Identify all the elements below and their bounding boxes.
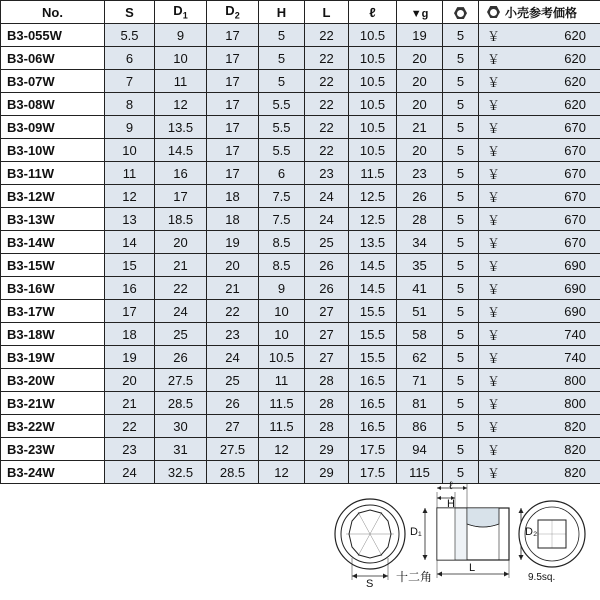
price-value: 740: [564, 326, 586, 342]
price-value: 690: [564, 303, 586, 319]
price-value: 620: [564, 27, 586, 43]
cell-ell: 14.5: [349, 254, 397, 277]
col-header-ell: ℓ: [349, 1, 397, 24]
cell-d2: 26: [207, 392, 259, 415]
cell-weight: 23: [397, 162, 443, 185]
cell-ell: 16.5: [349, 392, 397, 415]
cell-model: B3-20W: [1, 369, 105, 392]
price-value: 820: [564, 441, 586, 457]
cell-d2: 27.5: [207, 438, 259, 461]
price-currency: ￥: [487, 396, 501, 412]
cell-l: 22: [305, 24, 349, 47]
cell-price: [479, 392, 600, 415]
cell-s: 10: [105, 139, 155, 162]
price-currency: ￥: [487, 28, 501, 44]
cell-h: 5.5: [259, 116, 305, 139]
cell-s: 17: [105, 300, 155, 323]
cell-nut: 5: [443, 47, 479, 70]
cell-h: 10: [259, 323, 305, 346]
cell-nut: 5: [443, 162, 479, 185]
cell-nut: 5: [443, 277, 479, 300]
cell-d1: 16: [155, 162, 207, 185]
cell-l: 29: [305, 438, 349, 461]
cell-s: 11: [105, 162, 155, 185]
cell-d1: 9: [155, 24, 207, 47]
price-value: 620: [564, 96, 586, 112]
cell-nut: 5: [443, 254, 479, 277]
cell-weight: 26: [397, 185, 443, 208]
col-header-price: [479, 1, 600, 24]
cell-d2: 24: [207, 346, 259, 369]
label-D1: D₁: [410, 526, 422, 538]
cell-nut: 5: [443, 70, 479, 93]
cell-price: [479, 139, 600, 162]
cell-model: B3-08W: [1, 93, 105, 116]
cell-ell: 16.5: [349, 415, 397, 438]
cell-weight: 20: [397, 47, 443, 70]
cell-d1: 17: [155, 185, 207, 208]
price-value: 800: [564, 395, 586, 411]
label-S: S: [366, 578, 374, 590]
cell-price: [479, 254, 600, 277]
table-row: [1, 254, 600, 277]
cell-ell: 10.5: [349, 139, 397, 162]
label-D2: D₂: [525, 526, 538, 538]
cell-l: 27: [305, 300, 349, 323]
price-currency: ￥: [487, 419, 501, 435]
price-currency: ￥: [487, 327, 501, 343]
col-header-weight: ▼g: [397, 1, 443, 24]
cell-model: B3-12W: [1, 185, 105, 208]
cell-nut: 5: [443, 139, 479, 162]
cell-h: 11.5: [259, 392, 305, 415]
table-row: [1, 277, 600, 300]
cell-ell: 10.5: [349, 70, 397, 93]
cell-l: 29: [305, 461, 349, 484]
price-currency: ￥: [487, 74, 501, 90]
table-row: [1, 369, 600, 392]
cell-model: B3-13W: [1, 208, 105, 231]
cell-d1: 12: [155, 93, 207, 116]
cell-weight: 81: [397, 392, 443, 415]
table-row: [1, 392, 600, 415]
cell-d2: 21: [207, 277, 259, 300]
price-value: 690: [564, 280, 586, 296]
price-currency: ￥: [487, 212, 501, 228]
cell-h: 8.5: [259, 231, 305, 254]
cell-d2: 17: [207, 24, 259, 47]
cell-model: B3-24W: [1, 461, 105, 484]
table-row: [1, 162, 600, 185]
cell-weight: 34: [397, 231, 443, 254]
cell-weight: 51: [397, 300, 443, 323]
cell-l: 27: [305, 346, 349, 369]
cell-l: 22: [305, 70, 349, 93]
cell-d1: 14.5: [155, 139, 207, 162]
cell-d2: 18: [207, 208, 259, 231]
cell-d2: 17: [207, 139, 259, 162]
cell-ell: 12.5: [349, 185, 397, 208]
hex-nut-icon: [454, 7, 467, 19]
col-header-s: S: [105, 1, 155, 24]
price-currency: ￥: [487, 189, 501, 205]
cell-nut: 5: [443, 461, 479, 484]
product-diagram: [0, 480, 600, 592]
cell-s: 12: [105, 185, 155, 208]
col-header-l: L: [305, 1, 349, 24]
price-currency: ￥: [487, 465, 501, 481]
price-value: 670: [564, 234, 586, 250]
cell-d2: 28.5: [207, 461, 259, 484]
cell-d2: 19: [207, 231, 259, 254]
cell-price: [479, 461, 600, 484]
cell-h: 5.5: [259, 93, 305, 116]
cell-weight: 115: [397, 461, 443, 484]
table-row: [1, 47, 600, 70]
cell-nut: 5: [443, 369, 479, 392]
cell-s: 9: [105, 116, 155, 139]
label-L: L: [469, 562, 476, 574]
cell-model: B3-055W: [1, 24, 105, 47]
cell-l: 22: [305, 47, 349, 70]
cell-model: B3-23W: [1, 438, 105, 461]
cell-weight: 21: [397, 116, 443, 139]
price-value: 620: [564, 50, 586, 66]
col-header-no: No.: [1, 1, 105, 24]
cell-d2: 25: [207, 369, 259, 392]
price-value: 820: [564, 464, 586, 480]
diagram-drawing: [0, 484, 600, 592]
cell-s: 18: [105, 323, 155, 346]
cell-price: [479, 70, 600, 93]
cell-model: B3-18W: [1, 323, 105, 346]
table-row: [1, 116, 600, 139]
cell-d1: 28.5: [155, 392, 207, 415]
cell-s: 15: [105, 254, 155, 277]
table-body: [1, 24, 600, 484]
hex-nut-icon-price: [487, 6, 500, 18]
price-currency: ￥: [487, 51, 501, 67]
price-value: 620: [564, 73, 586, 89]
cell-l: 22: [305, 116, 349, 139]
cell-h: 10.5: [259, 346, 305, 369]
cell-h: 7.5: [259, 208, 305, 231]
cell-d1: 21: [155, 254, 207, 277]
cell-h: 8.5: [259, 254, 305, 277]
cell-price: [479, 369, 600, 392]
cell-d1: 26: [155, 346, 207, 369]
cell-price: [479, 323, 600, 346]
cell-price: [479, 162, 600, 185]
cell-ell: 10.5: [349, 24, 397, 47]
cell-d1: 11: [155, 70, 207, 93]
cell-price: [479, 346, 600, 369]
cell-weight: 41: [397, 277, 443, 300]
cell-nut: 5: [443, 300, 479, 323]
cell-nut: 5: [443, 185, 479, 208]
col-header-d1-sub: 1: [182, 10, 188, 21]
cell-weight: 20: [397, 139, 443, 162]
cell-l: 23: [305, 162, 349, 185]
cell-s: 22: [105, 415, 155, 438]
price-value: 670: [564, 119, 586, 135]
price-value: 740: [564, 349, 586, 365]
label-drive-size: 9.5sq.: [528, 572, 556, 583]
cell-nut: 5: [443, 392, 479, 415]
table-row: [1, 461, 600, 484]
cell-s: 5.5: [105, 24, 155, 47]
cell-ell: 10.5: [349, 47, 397, 70]
table-row: [1, 438, 600, 461]
cell-d1: 24: [155, 300, 207, 323]
cell-d2: 20: [207, 254, 259, 277]
cell-h: 10: [259, 300, 305, 323]
price-currency: ￥: [487, 442, 501, 458]
cell-d1: 20: [155, 231, 207, 254]
cell-s: 13: [105, 208, 155, 231]
cell-d2: 17: [207, 70, 259, 93]
cell-model: B3-19W: [1, 346, 105, 369]
cell-h: 12: [259, 438, 305, 461]
cell-nut: 5: [443, 231, 479, 254]
cell-s: 23: [105, 438, 155, 461]
price-currency: ￥: [487, 235, 501, 251]
price-currency: ￥: [487, 97, 501, 113]
cell-s: 16: [105, 277, 155, 300]
cell-s: 6: [105, 47, 155, 70]
cell-d2: 23: [207, 323, 259, 346]
cell-h: 9: [259, 277, 305, 300]
cell-l: 28: [305, 392, 349, 415]
cell-l: 27: [305, 323, 349, 346]
price-currency: ￥: [487, 281, 501, 297]
cell-d2: 22: [207, 300, 259, 323]
label-h: H: [447, 498, 455, 510]
cell-d1: 27.5: [155, 369, 207, 392]
cell-ell: 15.5: [349, 346, 397, 369]
price-value: 690: [564, 257, 586, 273]
col-header-d2: $D_2$: [207, 1, 259, 24]
cell-l: 22: [305, 93, 349, 116]
price-value: 670: [564, 142, 586, 158]
cell-nut: 5: [443, 346, 479, 369]
cell-model: B3-10W: [1, 139, 105, 162]
price-currency: ￥: [487, 350, 501, 366]
cell-price: [479, 208, 600, 231]
cell-h: 7.5: [259, 185, 305, 208]
table-row: [1, 70, 600, 93]
table-row: [1, 231, 600, 254]
cell-d2: 17: [207, 162, 259, 185]
cell-d1: 31: [155, 438, 207, 461]
col-header-d2-sub: 2: [234, 10, 240, 21]
cell-model: B3-14W: [1, 231, 105, 254]
cell-nut: 5: [443, 208, 479, 231]
cell-h: 12: [259, 461, 305, 484]
table-row: [1, 415, 600, 438]
cell-h: 6: [259, 162, 305, 185]
cell-weight: 86: [397, 415, 443, 438]
table-header: [1, 1, 600, 24]
cell-ell: 15.5: [349, 323, 397, 346]
price-currency: ￥: [487, 304, 501, 320]
cell-ell: 10.5: [349, 116, 397, 139]
cell-price: [479, 300, 600, 323]
cell-ell: 14.5: [349, 277, 397, 300]
price-currency: ￥: [487, 166, 501, 182]
cell-d2: 17: [207, 116, 259, 139]
table-row: [1, 346, 600, 369]
cell-d2: 17: [207, 93, 259, 116]
cell-nut: 5: [443, 24, 479, 47]
table-row: [1, 208, 600, 231]
cell-weight: 20: [397, 70, 443, 93]
table-row: [1, 185, 600, 208]
cell-h: 5: [259, 24, 305, 47]
table-header-row: [1, 1, 600, 24]
cell-d1: 18.5: [155, 208, 207, 231]
cell-d2: 27: [207, 415, 259, 438]
cell-price: [479, 438, 600, 461]
cell-d1: 25: [155, 323, 207, 346]
cell-weight: 35: [397, 254, 443, 277]
cell-ell: 10.5: [349, 93, 397, 116]
cell-d1: 30: [155, 415, 207, 438]
col-header-nut-icon: [443, 1, 479, 24]
cell-s: 7: [105, 70, 155, 93]
cell-h: 5: [259, 70, 305, 93]
cell-model: B3-17W: [1, 300, 105, 323]
price-value: 800: [564, 372, 586, 388]
cell-ell: 17.5: [349, 461, 397, 484]
cell-price: [479, 116, 600, 139]
cell-d1: 32.5: [155, 461, 207, 484]
cell-model: B3-11W: [1, 162, 105, 185]
cell-ell: 13.5: [349, 231, 397, 254]
label-twelve-point: 十二角: [396, 570, 433, 584]
cell-nut: 5: [443, 323, 479, 346]
cell-l: 25: [305, 231, 349, 254]
price-value: 820: [564, 418, 586, 434]
label-ell: ℓ: [449, 480, 453, 492]
cell-ell: 16.5: [349, 369, 397, 392]
cell-d2: 17: [207, 47, 259, 70]
table-row: [1, 323, 600, 346]
cell-model: B3-07W: [1, 70, 105, 93]
cell-nut: 5: [443, 438, 479, 461]
price-currency: ￥: [487, 258, 501, 274]
cell-s: 21: [105, 392, 155, 415]
cell-s: 20: [105, 369, 155, 392]
cell-nut: 5: [443, 93, 479, 116]
table-row: [1, 24, 600, 47]
cell-h: 5: [259, 47, 305, 70]
cell-d1: 10: [155, 47, 207, 70]
cell-weight: 20: [397, 93, 443, 116]
price-value: 670: [564, 188, 586, 204]
socket-end-view-left: [335, 499, 405, 580]
cell-model: B3-06W: [1, 47, 105, 70]
cell-weight: 28: [397, 208, 443, 231]
cell-price: [479, 24, 600, 47]
price-currency: ￥: [487, 373, 501, 389]
cell-price: [479, 231, 600, 254]
cell-d2: 18: [207, 185, 259, 208]
cell-d1: 22: [155, 277, 207, 300]
cell-l: 28: [305, 415, 349, 438]
cell-l: 28: [305, 369, 349, 392]
cell-ell: 17.5: [349, 438, 397, 461]
cell-model: B3-09W: [1, 116, 105, 139]
table-row: [1, 300, 600, 323]
cell-s: 24: [105, 461, 155, 484]
cell-ell: 12.5: [349, 208, 397, 231]
cell-l: 26: [305, 254, 349, 277]
cell-h: 11: [259, 369, 305, 392]
col-header-d1: $D_1$: [155, 1, 207, 24]
price-value: 670: [564, 211, 586, 227]
cell-price: [479, 185, 600, 208]
cell-nut: 5: [443, 116, 479, 139]
cell-weight: 58: [397, 323, 443, 346]
table-row: [1, 139, 600, 162]
table-row: [1, 93, 600, 116]
cell-model: B3-22W: [1, 415, 105, 438]
cell-price: [479, 47, 600, 70]
cell-l: 26: [305, 277, 349, 300]
cell-h: 5.5: [259, 139, 305, 162]
cell-s: 8: [105, 93, 155, 116]
cell-weight: 19: [397, 24, 443, 47]
cell-ell: 15.5: [349, 300, 397, 323]
cell-weight: 62: [397, 346, 443, 369]
cell-price: [479, 93, 600, 116]
cell-d1: 13.5: [155, 116, 207, 139]
price-value: 670: [564, 165, 586, 181]
cell-weight: 71: [397, 369, 443, 392]
cell-price: [479, 415, 600, 438]
cell-model: B3-15W: [1, 254, 105, 277]
col-header-h: H: [259, 1, 305, 24]
price-currency: ￥: [487, 143, 501, 159]
cell-l: 24: [305, 185, 349, 208]
cell-nut: 5: [443, 415, 479, 438]
price-header-label: 小売参考価格: [505, 5, 578, 20]
cell-h: 11.5: [259, 415, 305, 438]
cell-weight: 94: [397, 438, 443, 461]
cell-l: 22: [305, 139, 349, 162]
cell-s: 19: [105, 346, 155, 369]
price-currency: ￥: [487, 120, 501, 136]
cell-s: 14: [105, 231, 155, 254]
cell-price: [479, 277, 600, 300]
cell-ell: 11.5: [349, 162, 397, 185]
cell-model: B3-16W: [1, 277, 105, 300]
cell-l: 24: [305, 208, 349, 231]
cell-model: B3-21W: [1, 392, 105, 415]
